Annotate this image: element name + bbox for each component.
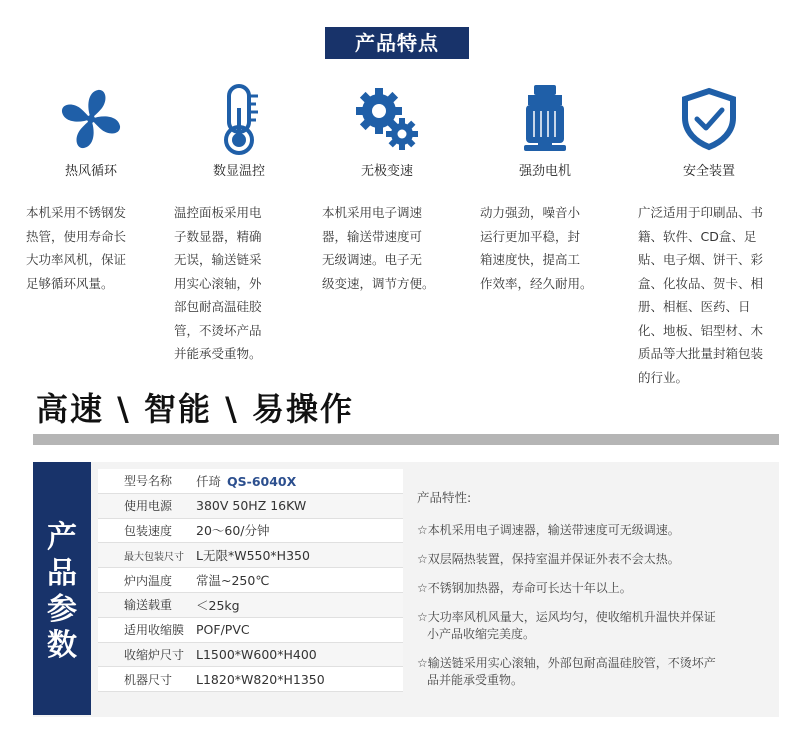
features-banner: 产品特点 bbox=[325, 27, 469, 59]
slogan: 高速 \ 智能 \ 易操作 bbox=[36, 390, 354, 428]
table-row: 型号名称 仟琦 QS-6040X bbox=[98, 469, 403, 494]
divider-bar bbox=[33, 434, 779, 445]
feature-description: 广泛适用于印刷品、书 籍、软件、CD盒、足 贴、电子烟、饼干、彩 盒、化妆品、贺卡、相 册、相框、医药、日 化、地板、铝型材、木 质品等大批量封箱包装 的行业。 bbox=[638, 205, 764, 385]
table-row: 机器尺寸 L1820*W820*H1350 bbox=[98, 667, 403, 692]
feature-stepless-speed bbox=[318, 75, 456, 295]
traits-title: 产品特性: bbox=[417, 490, 472, 505]
feature-hot-air bbox=[22, 75, 160, 295]
shield-check-icon bbox=[634, 75, 784, 163]
feature-title: 热风循环 bbox=[64, 164, 117, 179]
table-row: 输送载重 ＜25kg bbox=[98, 593, 403, 618]
feature-title: 强劲电机 bbox=[518, 164, 571, 179]
feature-title: 安全装置 bbox=[682, 164, 735, 179]
list-item: ☆输送链采用实心滚轴，外部包耐高温硅胶管，不烫坏产 品并能承受重物。 bbox=[417, 656, 716, 687]
list-item: ☆大功率风机风量大，运风均匀，使收缩机升温快并保证 小产品收缩完美度。 bbox=[417, 610, 716, 641]
table-row: 包装速度 20～60/分钟 bbox=[98, 519, 403, 544]
motor-icon bbox=[476, 75, 614, 163]
table-row: 收缩炉尺寸 L1500*W600*H400 bbox=[98, 643, 403, 668]
table-row: 最大包装尺寸 L无限*W550*H350 bbox=[98, 543, 403, 568]
feature-strong-motor bbox=[476, 75, 614, 295]
params-vertical-label: 产 品 参 数 bbox=[33, 462, 91, 715]
feature-description: 动力强劲，噪音小 运行更加平稳，封 箱速度快，提高工 作效率，经久耐用。 bbox=[480, 205, 593, 291]
feature-safety-device bbox=[634, 75, 784, 389]
table-row: 适用收缩膜 POF/PVC bbox=[98, 618, 403, 643]
feature-description: 温控面板采用电 子数显器，精确 无误，输送链采 用实心滚轴，外 部包耐高温硅胶 管，不烫坏产品 并能承受重物。 bbox=[174, 205, 262, 361]
list-item: ☆本机采用电子调速器，输送带速度可无级调速。 bbox=[417, 523, 680, 537]
list-item: ☆双层隔热装置，保持室温并保证外表不会太热。 bbox=[417, 552, 680, 566]
feature-description: 本机采用电子调速 器，输送带速度可 无级调速。电子无 级变速，调节方便。 bbox=[322, 205, 435, 291]
product-traits bbox=[417, 488, 767, 701]
list-item: ☆不锈钢加热器，寿命可长达十年以上。 bbox=[417, 581, 632, 595]
gears-icon bbox=[318, 75, 456, 163]
feature-digital-temp bbox=[170, 75, 308, 366]
thermometer-icon bbox=[170, 75, 308, 163]
fan-icon bbox=[22, 75, 160, 163]
table-row: 使用电源 380V 50HZ 16KW bbox=[98, 494, 403, 519]
feature-title: 数显温控 bbox=[212, 164, 265, 179]
feature-title: 无极变速 bbox=[360, 164, 413, 179]
params-table bbox=[98, 469, 403, 692]
table-row: 炉内温度 常温~250℃ bbox=[98, 568, 403, 593]
feature-description: 本机采用不锈钢发 热管，使用寿命长 大功率风机，保证 足够循环风量。 bbox=[26, 205, 127, 291]
